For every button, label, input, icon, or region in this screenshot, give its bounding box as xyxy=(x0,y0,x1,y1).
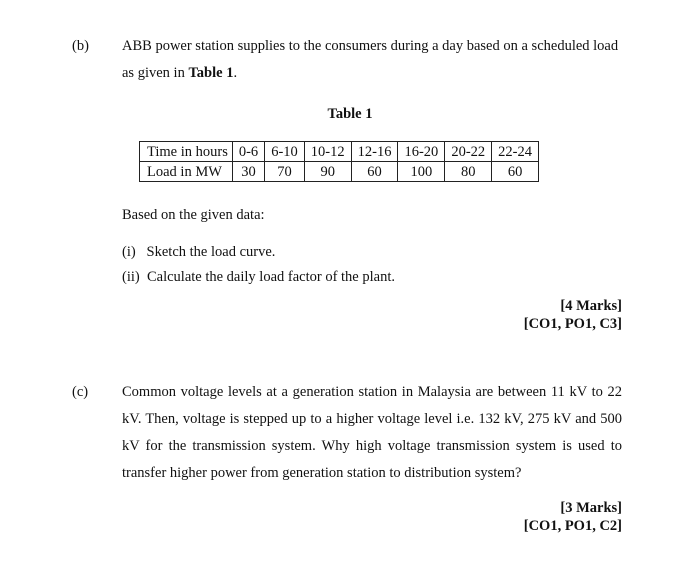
table-cell-load: 90 xyxy=(304,162,351,182)
table-header-time: Time in hours xyxy=(140,142,233,162)
table-cell-time: 22-24 xyxy=(492,142,539,162)
table-cell-load: 30 xyxy=(232,162,264,182)
part-b-marks: [4 Marks] xyxy=(560,298,622,314)
part-b-intro-bold: Table 1 xyxy=(188,65,234,81)
part-b-intro xyxy=(122,33,622,87)
table-title: Table 1 xyxy=(327,106,373,122)
table-row-time xyxy=(140,142,539,162)
question-item-i: (i) Sketch the load curve. xyxy=(122,244,276,260)
part-b-intro-end: . xyxy=(233,65,238,81)
part-c-text: Common voltage levels at a generation station in Malaysia are between 11 kV to 22 kV. Then, voltage is stepped up to a higher voltage level i.e. 132 kV, 275 kV and 500 kV for the transmission system. Why high voltage transmission system is used to transfer higher power from generation station to distribution system? xyxy=(122,384,622,481)
table-cell-time: 12-16 xyxy=(351,142,398,162)
table-cell-time: 6-10 xyxy=(265,142,305,162)
question-item-ii: (ii) Calculate the daily load factor of the plant. xyxy=(122,269,395,285)
table-cell-time: 16-20 xyxy=(398,142,445,162)
table-row-load xyxy=(140,162,539,182)
based-on-text: Based on the given data: xyxy=(122,207,265,223)
table-cell-load: 100 xyxy=(398,162,445,182)
part-c-label: (c) xyxy=(72,384,89,400)
load-table xyxy=(139,141,539,182)
table-header-load: Load in MW xyxy=(140,162,233,182)
table-cell-time: 10-12 xyxy=(304,142,351,162)
part-b-intro-text: ABB power station supplies to the consumers during a day based on a scheduled load as given in xyxy=(122,38,619,81)
part-b-label: (b) xyxy=(72,38,89,54)
part-c-co: [CO1, PO1, C2] xyxy=(523,518,622,534)
table-cell-load: 70 xyxy=(265,162,305,182)
table-cell-load: 60 xyxy=(492,162,539,182)
table-cell-load: 60 xyxy=(351,162,398,182)
part-b-co: [CO1, PO1, C3] xyxy=(523,316,622,332)
table-cell-load: 80 xyxy=(445,162,492,182)
table-cell-time: 20-22 xyxy=(445,142,492,162)
table-cell-time: 0-6 xyxy=(232,142,264,162)
part-c-marks: [3 Marks] xyxy=(560,500,622,516)
